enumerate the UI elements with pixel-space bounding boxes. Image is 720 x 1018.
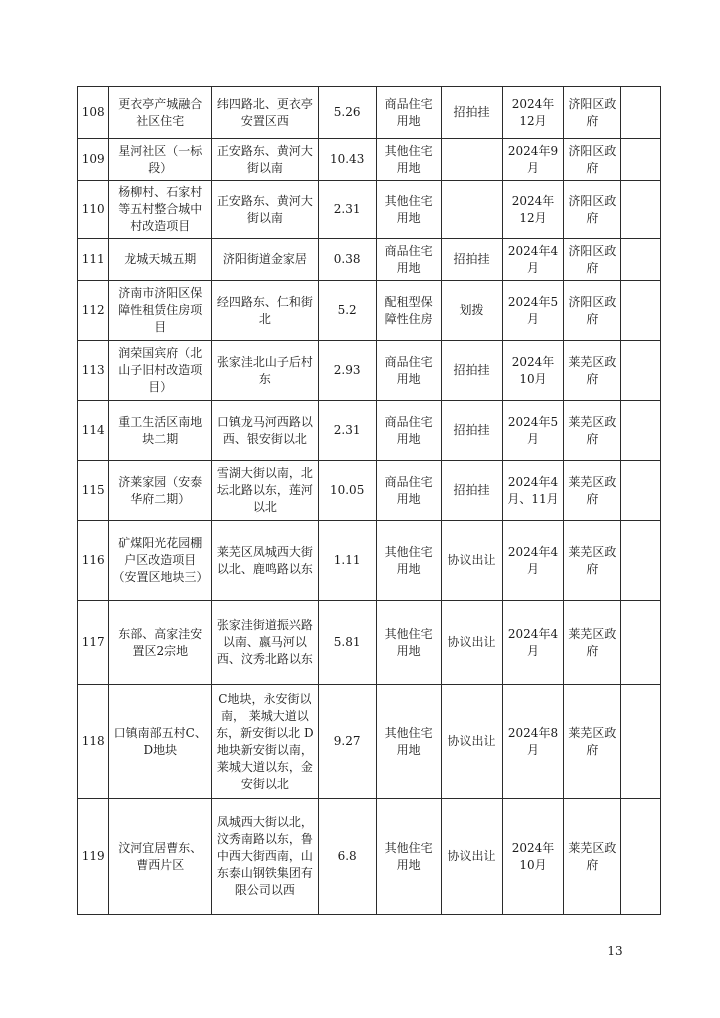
supply-method-cell: 招拍挂 <box>441 239 502 281</box>
land-use-cell: 商品住宅用地 <box>376 239 441 281</box>
supply-method-cell: 协议出让 <box>441 521 502 601</box>
location-cell: 经四路东、仁和街北 <box>212 281 319 341</box>
remark-cell <box>621 461 661 521</box>
area-cell: 2.31 <box>318 181 376 239</box>
row-number-cell: 113 <box>78 341 109 401</box>
remark-cell <box>621 601 661 685</box>
authority-cell: 济阳区政府 <box>564 139 621 181</box>
project-name-cell: 润荣国宾府（北山子旧村改造项目） <box>109 341 212 401</box>
page-number: 13 <box>607 944 623 958</box>
remark-cell <box>621 799 661 915</box>
project-name-cell: 东部、高家洼安置区2宗地 <box>109 601 212 685</box>
authority-cell: 济阳区政府 <box>564 281 621 341</box>
row-number-cell: 109 <box>78 139 109 181</box>
table-row <box>78 341 661 401</box>
authority-cell: 莱芜区政府 <box>564 685 621 799</box>
authority-cell: 莱芜区政府 <box>564 601 621 685</box>
supply-time-cell: 2024年4月 <box>502 521 564 601</box>
supply-method-cell: 招拍挂 <box>441 87 502 139</box>
supply-method-cell <box>441 139 502 181</box>
area-cell: 2.93 <box>318 341 376 401</box>
row-number-cell: 117 <box>78 601 109 685</box>
authority-cell: 莱芜区政府 <box>564 521 621 601</box>
row-number-cell: 112 <box>78 281 109 341</box>
project-name-cell: 汶河宜居曹东、曹西片区 <box>109 799 212 915</box>
area-cell: 5.26 <box>318 87 376 139</box>
area-cell: 1.11 <box>318 521 376 601</box>
table-row <box>78 521 661 601</box>
area-cell: 9.27 <box>318 685 376 799</box>
row-number-cell: 111 <box>78 239 109 281</box>
supply-time-cell: 2024年9月 <box>502 139 564 181</box>
location-cell: 凤城西大街以北，汶秀南路以东，鲁中西大街西南，山东泰山钢铁集团有限公司以西 <box>212 799 319 915</box>
land-use-cell: 配租型保障性住房 <box>376 281 441 341</box>
supply-time-cell: 2024年12月 <box>502 87 564 139</box>
land-use-cell: 商品住宅用地 <box>376 461 441 521</box>
row-number-cell: 116 <box>78 521 109 601</box>
land-use-cell: 其他住宅用地 <box>376 601 441 685</box>
supply-method-cell: 划拨 <box>441 281 502 341</box>
area-cell: 2.31 <box>318 401 376 461</box>
authority-cell: 济阳区政府 <box>564 181 621 239</box>
area-cell: 5.2 <box>318 281 376 341</box>
supply-time-cell: 2024年4月 <box>502 601 564 685</box>
area-cell: 0.38 <box>318 239 376 281</box>
table-row <box>78 281 661 341</box>
row-number-cell: 119 <box>78 799 109 915</box>
supply-method-cell: 协议出让 <box>441 601 502 685</box>
project-name-cell: 矿煤阳光花园棚户区改造项目（安置区地块三） <box>109 521 212 601</box>
row-number-cell: 114 <box>78 401 109 461</box>
area-cell: 6.8 <box>318 799 376 915</box>
remark-cell <box>621 281 661 341</box>
table-row <box>78 685 661 799</box>
authority-cell: 济阳区政府 <box>564 87 621 139</box>
area-cell: 10.05 <box>318 461 376 521</box>
land-use-cell: 其他住宅用地 <box>376 799 441 915</box>
supply-time-cell: 2024年4月、11月 <box>502 461 564 521</box>
location-cell: 济阳街道金家居 <box>212 239 319 281</box>
project-name-cell: 济莱家园（安泰华府二期） <box>109 461 212 521</box>
land-use-cell: 其他住宅用地 <box>376 181 441 239</box>
authority-cell: 莱芜区政府 <box>564 461 621 521</box>
supply-method-cell: 招拍挂 <box>441 401 502 461</box>
remark-cell <box>621 341 661 401</box>
location-cell: C地块，永安街以南， 莱城大道以东，新安街以北 D地块新安街以南，莱城大道以东，金安街以北 <box>212 685 319 799</box>
location-cell: 张家洼街道振兴路以南、嬴马河以西、汶秀北路以东 <box>212 601 319 685</box>
location-cell: 正安路东、黄河大街以南 <box>212 181 319 239</box>
supply-time-cell: 2024年8月 <box>502 685 564 799</box>
supply-time-cell: 2024年5月 <box>502 401 564 461</box>
remark-cell <box>621 401 661 461</box>
project-name-cell: 杨柳村、石家村等五村整合城中村改造项目 <box>109 181 212 239</box>
location-cell: 莱芜区凤城西大街以北、鹿鸣路以东 <box>212 521 319 601</box>
land-use-cell: 商品住宅用地 <box>376 341 441 401</box>
supply-method-cell <box>441 181 502 239</box>
supply-time-cell: 2024年4月 <box>502 239 564 281</box>
land-use-cell: 其他住宅用地 <box>376 521 441 601</box>
location-cell: 张家洼北山子后村东 <box>212 341 319 401</box>
project-name-cell: 星河社区（一标段） <box>109 139 212 181</box>
project-name-cell: 济南市济阳区保障性租赁住房项目 <box>109 281 212 341</box>
supply-time-cell: 2024年5月 <box>502 281 564 341</box>
land-use-cell: 商品住宅用地 <box>376 87 441 139</box>
supply-method-cell: 协议出让 <box>441 799 502 915</box>
remark-cell <box>621 87 661 139</box>
project-name-cell: 重工生活区南地块二期 <box>109 401 212 461</box>
land-use-cell: 其他住宅用地 <box>376 139 441 181</box>
supply-method-cell: 协议出让 <box>441 685 502 799</box>
table-row <box>78 401 661 461</box>
land-use-cell: 其他住宅用地 <box>376 685 441 799</box>
project-name-cell: 口镇南部五村C、D地块 <box>109 685 212 799</box>
table-row <box>78 461 661 521</box>
table-row <box>78 87 661 139</box>
row-number-cell: 108 <box>78 87 109 139</box>
table-row <box>78 601 661 685</box>
supply-method-cell: 招拍挂 <box>441 341 502 401</box>
remark-cell <box>621 521 661 601</box>
supply-method-cell: 招拍挂 <box>441 461 502 521</box>
remark-cell <box>621 139 661 181</box>
authority-cell: 莱芜区政府 <box>564 341 621 401</box>
location-cell: 口镇龙马河西路以西、银安街以北 <box>212 401 319 461</box>
remark-cell <box>621 239 661 281</box>
remark-cell <box>621 685 661 799</box>
project-name-cell: 更衣亭产城融合社区住宅 <box>109 87 212 139</box>
area-cell: 10.43 <box>318 139 376 181</box>
row-number-cell: 118 <box>78 685 109 799</box>
supply-time-cell: 2024年10月 <box>502 799 564 915</box>
location-cell: 正安路东、黄河大街以南 <box>212 139 319 181</box>
supply-time-cell: 2024年12月 <box>502 181 564 239</box>
land-use-cell: 商品住宅用地 <box>376 401 441 461</box>
table-row <box>78 181 661 239</box>
authority-cell: 济阳区政府 <box>564 239 621 281</box>
table-row <box>78 799 661 915</box>
row-number-cell: 115 <box>78 461 109 521</box>
land-supply-table <box>77 86 661 915</box>
row-number-cell: 110 <box>78 181 109 239</box>
area-cell: 5.81 <box>318 601 376 685</box>
authority-cell: 莱芜区政府 <box>564 401 621 461</box>
location-cell: 雪湖大街以南，北坛北路以东，莲河以北 <box>212 461 319 521</box>
authority-cell: 莱芜区政府 <box>564 799 621 915</box>
project-name-cell: 龙城天城五期 <box>109 239 212 281</box>
supply-time-cell: 2024年10月 <box>502 341 564 401</box>
remark-cell <box>621 181 661 239</box>
location-cell: 纬四路北、更衣亭安置区西 <box>212 87 319 139</box>
table-body <box>78 87 661 915</box>
table-row <box>78 239 661 281</box>
table-row <box>78 139 661 181</box>
